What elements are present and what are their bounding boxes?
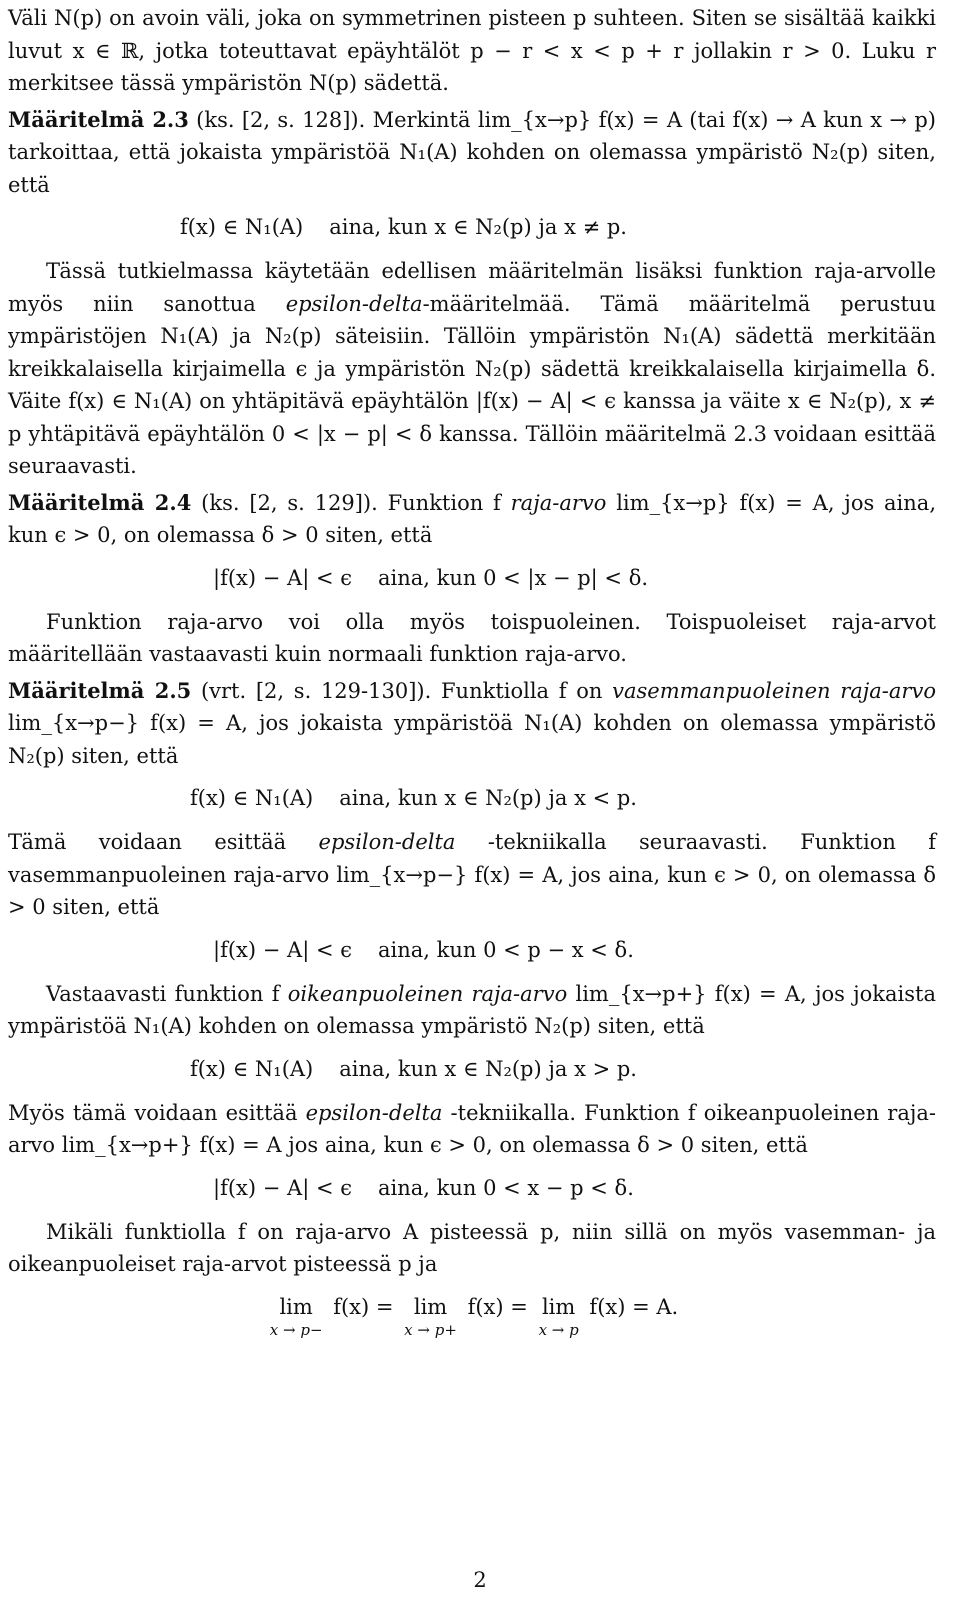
- definition-body: Merkintä lim_{x→p} f(x) = A (tai f(x) → A kun x → p) tarkoittaa, että jokaista ympäristöä N₁(A) kohden on olemassa ympäristö N₂(p) siten, että: [8, 107, 936, 197]
- definition-2-3: [8, 104, 936, 202]
- equation-rhs: aina, kun 0 < |x − p| < δ.: [377, 565, 649, 590]
- limit-two-sided: [539, 1293, 579, 1339]
- paragraph-text: lim_{x→p+} f(x) = A, jos jokaista ympäristöä N₁(A) kohden on olemassa ympäristö N₂(p) siten, että: [8, 981, 936, 1038]
- equation-4: [8, 934, 936, 966]
- paragraph-left-epsilon: [8, 826, 936, 924]
- paragraph-text: Tässä tutkielmassa käytetään edellisen määritelmän lisäksi funktion raja-arvolle myös niin sanottua: [8, 259, 936, 316]
- emphasis-text: epsilon-delta: [305, 1100, 443, 1125]
- definition-reference: (ks. [2, s. 129]).: [201, 490, 378, 515]
- paragraph-text: Mikäli funktiolla f on raja-arvo A pisteessä p, niin sillä on myös vasemman- ja oikeanpuoleiset raja-arvot pisteessä p ja: [8, 1219, 936, 1276]
- equation-2: [8, 562, 936, 594]
- limit-expression: f(x) =: [333, 1294, 394, 1319]
- paragraph-text: -määritelmää. Tämä määritelmä perustuu ympäristöjen N₁(A) ja N₂(p) säteisiin. Tällöin ympäristön N₁(A) sädettä merkitään kreikkalaisella kirjaimella ϵ ja ympäristön N₂(p) sädettä kreikkalaisella kirjaimella δ. Väite f(x) ∈ N₁(A) on yhtäpitävä epäyhtälön |f(x) − A| < ϵ kanssa ja väite x ∈ N₂(p), x ≠ p yhtäpitävä epäyhtälön 0 < |x − p| < δ kanssa. Tällöin määritelmä 2.3 voidaan esittää seuraavasti.: [8, 291, 936, 478]
- paragraph-right-sided: [8, 978, 936, 1043]
- equation-rhs: aina, kun x ∈ N₂(p) ja x < p.: [339, 786, 637, 810]
- definition-title: Määritelmä 2.3: [8, 106, 189, 132]
- definition-2-5: [8, 675, 936, 773]
- paragraph-text: Funktion raja-arvo voi olla myös toispuoleinen. Toispuoleiset raja-arvot määritellään vastaavasti kuin normaali funktion raja-arvo.: [8, 609, 936, 666]
- lim-subscript: x → p−: [269, 1320, 323, 1339]
- equation-lhs: f(x) ∈ N₁(A): [190, 1056, 314, 1081]
- limit-expression: f(x) = A.: [589, 1294, 679, 1319]
- paragraph-text: -tekniikalla. Funktion f oikeanpuoleinen raja-arvo lim_{x→p+} f(x) = A jos aina, kun ϵ > 0, on olemassa δ > 0 siten, että: [8, 1100, 936, 1157]
- definition-body: lim_{x→p−} f(x) = A, jos jokaista ympäristöä N₁(A) kohden on olemassa ympäristö N₂(p) siten, että: [8, 711, 936, 768]
- paragraph-intro: [8, 2, 936, 100]
- lim-operator: lim: [413, 1294, 448, 1319]
- limit-left: [270, 1293, 323, 1339]
- equation-rhs: aina, kun 0 < x − p < δ.: [377, 1175, 634, 1200]
- equation-lhs: f(x) ∈ N₁(A): [180, 215, 304, 239]
- definition-reference: (ks. [2, s. 128]).: [196, 107, 366, 132]
- paragraph-epsilon-delta: [8, 255, 936, 483]
- emphasis-text: raja-arvo: [510, 490, 607, 515]
- equation-lhs: f(x) ∈ N₁(A): [190, 786, 314, 810]
- definition-title: Määritelmä 2.4: [8, 489, 192, 515]
- equation-6: [8, 1172, 936, 1204]
- equation-rhs: aina, kun x ∈ N₂(p) ja x > p.: [339, 1056, 637, 1081]
- definition-2-4: [8, 487, 936, 552]
- emphasis-text: vasemmanpuoleinen raja-arvo: [612, 678, 936, 703]
- equation-lhs: |f(x) − A| < ϵ: [213, 565, 352, 590]
- definition-body: Funktion f: [387, 490, 501, 515]
- definition-body: lim_{x→p} f(x) = A, jos aina, kun ϵ > 0, on olemassa δ > 0 siten, että: [8, 490, 936, 547]
- limit-expression: f(x) =: [467, 1294, 528, 1319]
- equation-lhs: |f(x) − A| < ϵ: [213, 937, 352, 962]
- equation-1: [8, 211, 936, 243]
- emphasis-text: epsilon-delta: [318, 830, 456, 854]
- equation-rhs: aina, kun x ∈ N₂(p) ja x ≠ p.: [329, 215, 627, 239]
- equation-final-limits: [8, 1293, 936, 1357]
- paragraph-text: Vastaavasti funktion f: [46, 981, 280, 1006]
- paragraph-right-epsilon: [8, 1097, 936, 1162]
- lim-operator: lim: [541, 1294, 576, 1319]
- definition-reference: (vrt. [2, s. 129-130]).: [200, 678, 432, 703]
- paragraph-one-sided: [8, 606, 936, 671]
- limit-right: [404, 1293, 457, 1339]
- emphasis-text: oikeanpuoleinen raja-arvo: [287, 981, 568, 1006]
- paragraph-text: Tämä voidaan esittää: [8, 830, 287, 854]
- paragraph-text: Myös tämä voidaan esittää: [8, 1100, 298, 1125]
- page-number: 2: [473, 1568, 487, 1592]
- lim-subscript: x → p+: [404, 1320, 457, 1339]
- paragraph-text: -tekniikalla seuraavasti. Funktion f vasemmanpuoleinen raja-arvo lim_{x→p−} f(x) = A, jos aina, kun ϵ > 0, on olemassa δ > 0 siten, että: [8, 830, 936, 919]
- definition-body: Funktiolla f on: [440, 678, 603, 703]
- paragraph-intro-text: Väli N(p) on avoin väli, joka on symmetrinen pisteen p suhteen. Siten se sisältää kaikki luvut x ∈ ℝ, jotka toteuttavat epäyhtälöt p − r < x < p + r jollakin r > 0. Luku r merkitsee tässä ympäristön N(p) sädettä.: [8, 6, 936, 95]
- paragraph-conclusion: [8, 1216, 936, 1281]
- equation-lhs: |f(x) − A| < ϵ: [213, 1175, 352, 1200]
- equation-rhs: aina, kun 0 < p − x < δ.: [377, 937, 634, 962]
- equation-3: [8, 782, 936, 814]
- definition-title: Määritelmä 2.5: [8, 677, 192, 703]
- emphasis-text: epsilon-delta: [285, 291, 423, 316]
- lim-subscript: x → p: [538, 1320, 579, 1339]
- equation-5: [8, 1053, 936, 1085]
- lim-operator: lim: [279, 1294, 313, 1319]
